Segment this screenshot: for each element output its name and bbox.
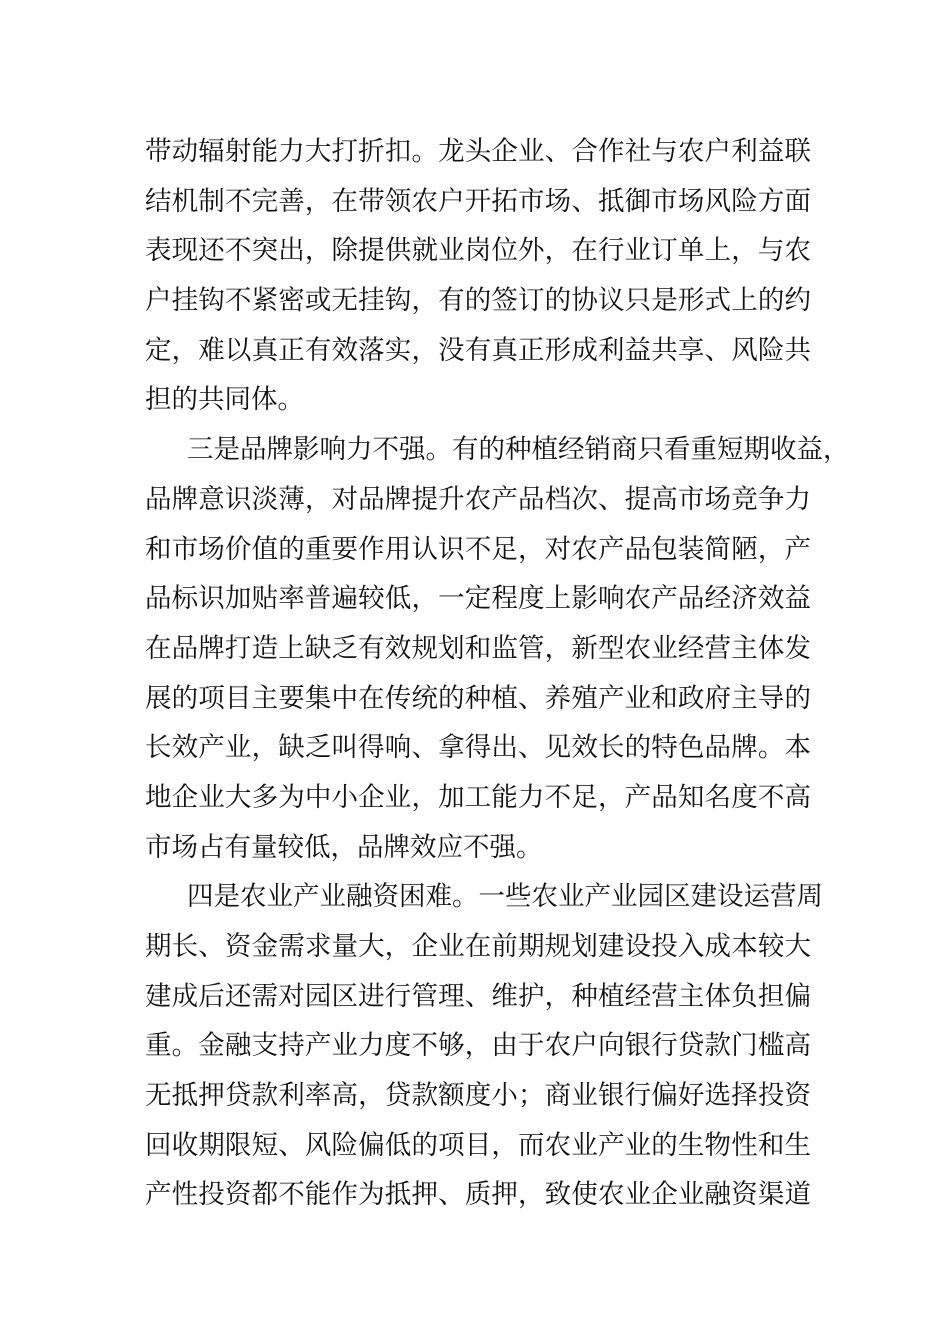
text-line: 无抵押贷款利率高，贷款额度小；商业银行偏好选择投资 xyxy=(145,1080,811,1112)
text-line: 市场占有量较低，品牌效应不强。 xyxy=(145,831,543,863)
text-line: 展的项目主要集中在传统的种植、养殖产业和政府主导的 xyxy=(145,682,811,714)
text-line: 品标识加贴率普遍较低，一定程度上影响农产品经济效益 xyxy=(145,583,811,615)
text-line: 和市场价值的重要作用认识不足，对农产品包装简陋，产 xyxy=(145,533,811,565)
text-line: 户挂钩不紧密或无挂钩，有的签订的协议只是形式上的约 xyxy=(145,285,811,317)
text-line: 担的共同体。 xyxy=(145,384,304,416)
text-line: 重。金融支持产业力度不够，由于农户向银行贷款门槛高 xyxy=(145,1030,811,1062)
text-line: 建成后还需对园区进行管理、维护，种植经营主体负担偏 xyxy=(145,980,811,1012)
text-line: 结机制不完善，在带领农户开拓市场、抵御市场风险方面 xyxy=(145,185,811,217)
paragraph xyxy=(145,127,811,425)
text-line: 产性投资都不能作为抵押、质押，致使农业企业融资渠道 xyxy=(145,1179,811,1211)
document-body xyxy=(145,127,850,1220)
text-line: 三是品牌影响力不强。有的种植经销商只看重短期收益， xyxy=(187,434,850,466)
text-line: 品牌意识淡薄，对品牌提升农产品档次、提高市场竞争力 xyxy=(145,483,811,515)
text-line: 在品牌打造上缺乏有效规划和监管，新型农业经营主体发 xyxy=(145,632,811,664)
text-line: 回收期限短、风险偏低的项目，而农业产业的生物性和生 xyxy=(145,1129,811,1161)
text-line: 四是农业产业融资困难。一些农业产业园区建设运营周 xyxy=(187,881,823,913)
paragraph xyxy=(145,872,823,1220)
text-line: 带动辐射能力大打折扣。龙头企业、合作社与农户利益联 xyxy=(145,136,811,167)
paragraph xyxy=(145,425,850,872)
text-line: 期长、资金需求量大，企业在前期规划建设投入成本较大 xyxy=(145,931,811,962)
text-line: 长效产业，缺乏叫得响、拿得出、见效长的特色品牌。本 xyxy=(145,732,811,764)
text-line: 表现还不突出，除提供就业岗位外，在行业订单上，与农 xyxy=(145,235,811,267)
text-line: 地企业大多为中小企业，加工能力不足，产品知名度不高 xyxy=(145,781,811,813)
text-line: 定，难以真正有效落实，没有真正形成利益共享、风险共 xyxy=(145,334,811,366)
